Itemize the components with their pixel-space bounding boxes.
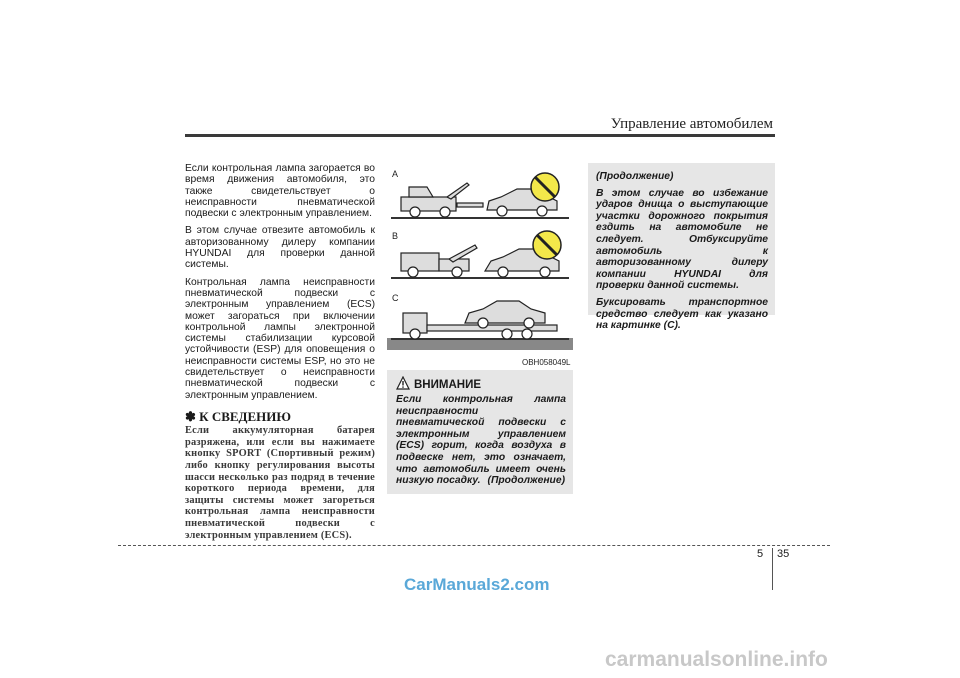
page-header-title: Управление автомобилем [610,116,773,132]
figure-label-c: C [392,293,399,303]
watermark-top[interactable]: CarManuals2.com [404,575,550,594]
continued-box [588,163,775,332]
warning-box [387,370,573,494]
continued-paragraph-2: Буксировать транспортное средство следует как указано на картинке (C). [596,296,768,332]
prohibited-icon-b [533,231,561,259]
warning-triangle-icon [396,376,410,390]
paragraph-1: Если контрольная лампа загорается во время движения автомобиля, это также свидетельствует о неисправности пневматической подвески с электронным управлением. [185,163,375,220]
continued-heading: (Продолжение) [596,171,674,182]
watermark-bottom[interactable]: carmanualsonline.info [605,648,828,671]
warning-title: ВНИМАНИЕ [414,379,482,391]
header-rule [185,134,775,137]
footer-divider [772,548,773,590]
car-c [465,301,545,328]
paragraph-3: Контрольная лампа неисправности пневматической подвески с электронным управлением (ECS) может загораться при включении контрольной лампы электронной системы стабилизации курсовой устойчивости (ESP) для оповещения о неисправности системы ESP, но это не свидетельствует о неисправности пневматической подвески с электронным управлением. [185,276,375,401]
towing-diagram [387,163,573,353]
left-column [185,163,375,547]
note-title: ✽ К СВЕДЕНИЮ [185,408,292,424]
tow-truck-b [401,245,477,277]
section-number: 5 [757,548,764,560]
page-number: 35 [777,548,790,560]
continued-paragraph-1: В этом случае во избежание ударов днища о выступающие участки дорожного покрытия ездить на автомобиле не следует. Отбуксируйте автомобиль к авторизованному дилеру компании HYUNDAI для проверки данной системы. [596,187,768,292]
prohibited-icon-a [531,173,559,201]
figure-label-a: A [392,169,399,179]
note-body: Если аккумуляторная батарея разряжена, или если вы нажимаете кнопку SPORT (Спортивный режим) либо кнопку регулирования высоты шасси несколько раз подряд в течение короткого периода времени, для защиты системы может загореться контрольная лампа неисправности пневматической подвески с электронным управлением (ECS). [185,425,375,541]
warning-heading [396,376,481,391]
footer-rule [118,545,830,546]
towing-illustration [387,163,573,353]
figure-label-b: B [392,231,399,241]
warning-text: Если контрольная лампа неисправности пневматической подвески с электронным управлением (ECS) горит, когда воздуха в подвеске нет, это означает, что автомобиль имеет очень низкую посадку. [396,394,566,487]
paragraph-2: В этом случае отвезите автомобиль к авторизованному дилеру компании HYUNDAI для проверки данной системы. [185,225,375,271]
warning-continued: (Продолжение) [487,475,565,486]
figure-code: OBH058049L [522,358,571,367]
